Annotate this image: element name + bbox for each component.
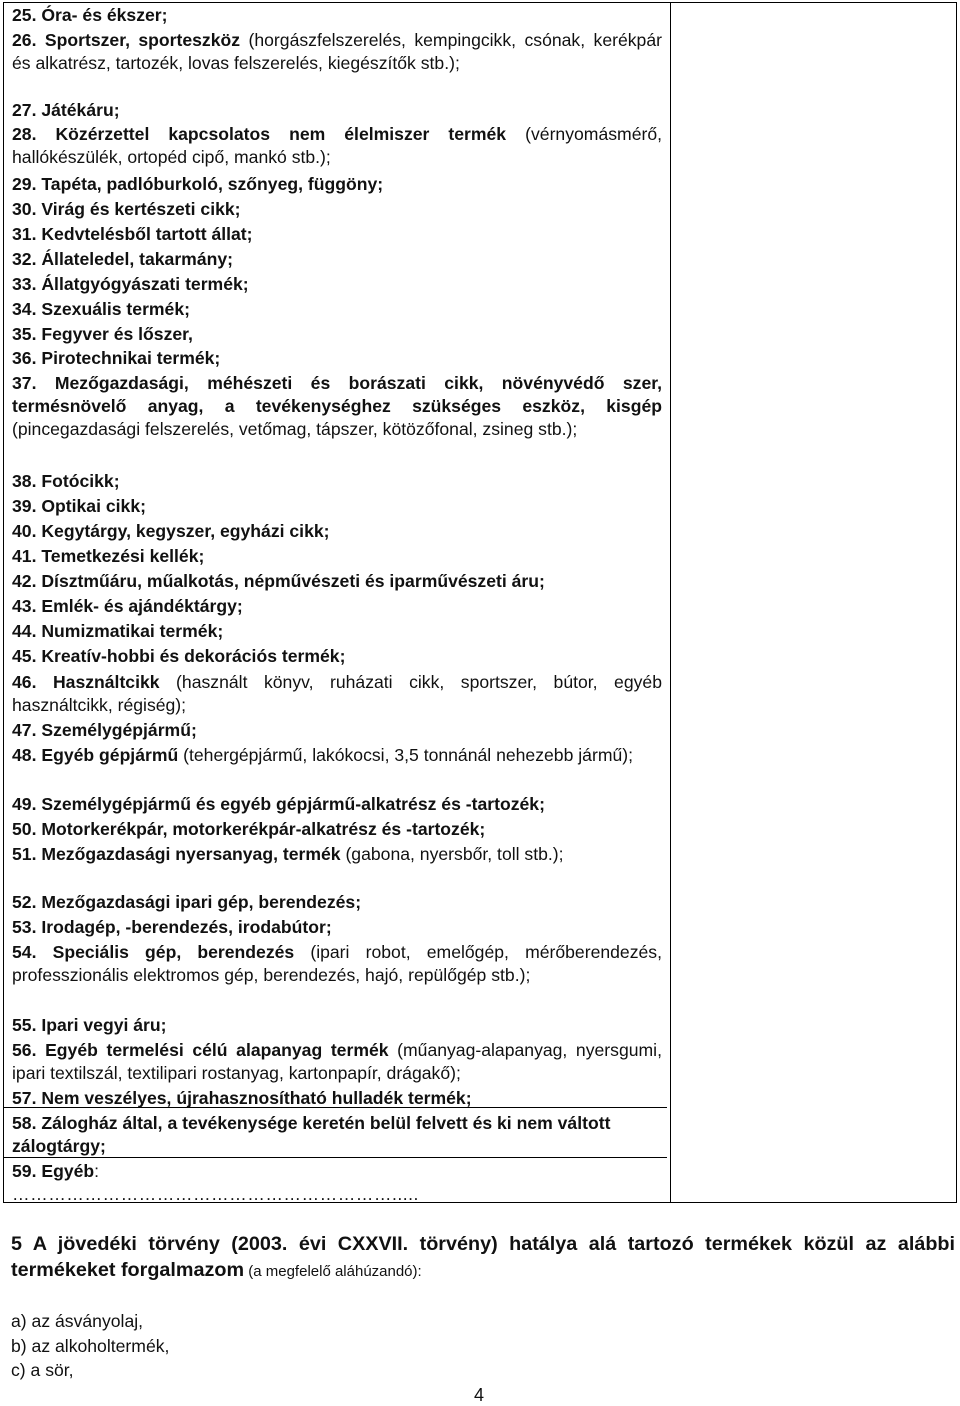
category-item-46: 46. Használtcikk (használt könyv, ruházati cikk, sportszer, bútor, egyéb használtcikk, régiség); (12, 672, 662, 715)
option-beer[interactable]: c) a sör, (11, 1360, 74, 1380)
category-item-57: 57. Nem veszélyes, újrahasznosítható hulladék termék; (12, 1088, 472, 1108)
category-item-54: 54. Speciális gép, berendezés (ipari robot, emelőgép, mérőberendezés, professzionális elektromos gép, berendezés, hajó, repülőgép stb.); (12, 942, 662, 985)
category-item-58: 58. Zálogház által, a tevékenysége keretén belül felvett és ki nem váltott zálogtárgy; (12, 1113, 611, 1156)
category-item-32: 32. Állateledel, takarmány; (12, 249, 234, 269)
option-mineral-oil[interactable]: a) az ásványolaj, (11, 1311, 144, 1331)
category-item-43: 43. Emlék- és ajándéktárgy; (12, 596, 243, 616)
category-item-52: 52. Mezőgazdasági ipari gép, berendezés; (12, 892, 362, 912)
option-alcohol-product[interactable]: b) az alkoholtermék, (11, 1336, 170, 1356)
category-item-38: 38. Fotócikk; (12, 471, 120, 491)
category-item-44: 44. Numizmatikai termék; (12, 621, 224, 641)
category-item-59: 59. Egyéb: (12, 1161, 100, 1181)
column-divider (670, 3, 671, 1202)
category-item-47: 47. Személygépjármű; (12, 720, 197, 740)
category-item-42: 42. Dísztműáru, műalkotás, népművészeti és iparművészeti áru; (12, 571, 545, 591)
category-item-48: 48. Egyéb gépjármű (tehergépjármű, lakókocsi, 3,5 tonnánál nehezebb jármű); (12, 745, 634, 765)
page-number: 4 (474, 1385, 485, 1405)
category-item-41: 41. Temetkezési kellék; (12, 546, 205, 566)
category-item-53: 53. Irodagép, -berendezés, irodabútor; (12, 917, 332, 937)
product-category-table (3, 2, 957, 1203)
category-item-55: 55. Ipari vegyi áru; (12, 1015, 167, 1035)
fill-in-dots[interactable]: ………………………………………………………..... (12, 1184, 419, 1204)
category-item-50: 50. Motorkerékpár, motorkerékpár-alkatrész és -tartozék; (12, 819, 486, 839)
category-item-26: 26. Sportszer, sporteszköz (horgászfelszerelés, kempingcikk, csónak, kerékpár és alkatrész, tartozék, lovas felszerelés, kiegészítők stb.); (12, 30, 662, 73)
category-item-33: 33. Állatgyógyászati termék; (12, 274, 249, 294)
category-item-56: 56. Egyéb termelési célú alapanyag termék (műanyag-alapanyag, nyersgumi, ipari textilszál, textilipari rostanyag, kartonpapír, drágakő); (12, 1040, 662, 1083)
category-item-34: 34. Szexuális termék; (12, 299, 190, 319)
category-item-30: 30. Virág és kertészeti cikk; (12, 199, 241, 219)
category-item-45: 45. Kreatív-hobbi és dekorációs termék; (12, 646, 346, 666)
category-item-36: 36. Pirotechnikai termék; (12, 348, 221, 368)
category-item-35: 35. Fegyver és lőszer, (12, 324, 193, 344)
table-right-border (956, 3, 957, 1202)
category-item-37: 37. Mezőgazdasági, méhészeti és borászati cikk, növényvédő szer, termésnövelő anyag, a tevékenységhez szükséges eszköz, kisgép (pincegazdasági felszerelés, vetőmag, tápszer, kötözőfonal, zsineg stb.); (12, 373, 662, 439)
category-item-49: 49. Személygépjármű és egyéb gépjármű-alkatrész és -tartozék; (12, 794, 545, 814)
section-5-heading: 5 A jövedéki törvény (2003. évi CXXVII. törvény) hatálya alá tartozó termékek közül az alábbi termékeket forgalmazom (a megfelelő aláhúzandó): (11, 1233, 955, 1281)
category-item-51: 51. Mezőgazdasági nyersanyag, termék (gabona, nyersbőr, toll stb.); (12, 844, 564, 864)
category-item-25: 25. Óra- és ékszer; (12, 5, 168, 25)
category-item-28: 28. Közérzettel kapcsolatos nem élelmiszer termék (vérnyomásmérő, hallókészülék, ortopéd cipő, mankó stb.); (12, 124, 663, 167)
category-item-31: 31. Kedvtelésből tartott állat; (12, 224, 253, 244)
category-item-29: 29. Tapéta, padlóburkoló, szőnyeg, függöny; (12, 174, 384, 194)
category-item-39: 39. Optikai cikk; (12, 496, 146, 516)
category-item-40: 40. Kegytárgy, kegyszer, egyházi cikk; (12, 521, 330, 541)
category-item-27: 27. Játékáru; (12, 100, 120, 120)
